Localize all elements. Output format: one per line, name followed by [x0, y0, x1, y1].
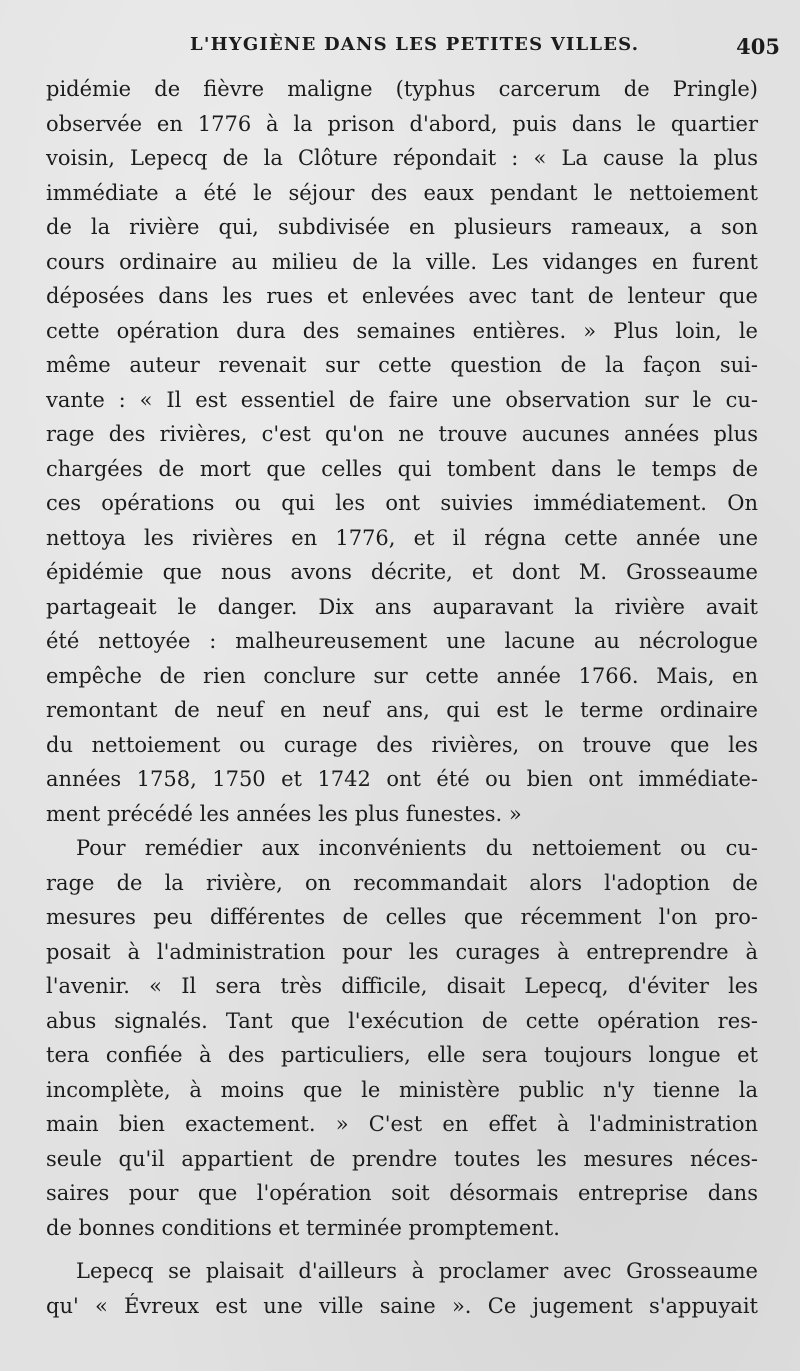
text-line: Pour remédier aux inconvénients du nettoiement ou cu-: [76, 836, 758, 860]
text-line: rage des rivières, c'est qu'on ne trouve aucunes années plus: [46, 422, 758, 446]
running-head: [0, 34, 800, 64]
running-title: L'HYGIÈNE DANS LES PETITES VILLES.: [190, 34, 640, 55]
text-line: seule qu'il appartient de prendre toutes les mesures néces-: [46, 1146, 758, 1171]
text-line: de la rivière qui, subdivisée en plusieurs rameaux, a son: [46, 215, 758, 239]
text-line: nettoya les rivières en 1776, et il régna cette année une: [46, 525, 758, 550]
text-line: du nettoiement ou curage des rivières, on trouve que les: [46, 732, 758, 757]
text-line: déposées dans les rues et enlevées avec tant de lenteur que: [46, 284, 758, 308]
paragraph-2: [46, 831, 758, 1245]
paragraph-spacing: [46, 1245, 758, 1254]
text-line: années 1758, 1750 et 1742 ont été ou bien ont immédiate-: [46, 767, 758, 791]
paragraph-1: [46, 72, 758, 831]
body-text: [46, 72, 758, 1323]
text-line: qu' « Évreux est une ville saine ». Ce jugement s'appuyait: [46, 1293, 758, 1318]
text-line: Lepecq se plaisait d'ailleurs à proclamer avec Grosseaume: [76, 1259, 758, 1283]
text-line: vante : « Il est essentiel de faire une observation sur le cu-: [46, 387, 758, 412]
text-line: même auteur revenait sur cette question de la façon sui-: [46, 353, 758, 377]
text-line: l'avenir. « Il sera très difficile, disait Lepecq, d'éviter les: [46, 974, 758, 998]
text-line: chargées de mort que celles qui tombent dans le temps de: [46, 456, 758, 481]
text-line: ces opérations ou qui les ont suivies immédiatement. On: [46, 491, 758, 515]
text-line: de bonnes conditions et terminée promptement.: [46, 1215, 560, 1240]
text-line: cours ordinaire au milieu de la ville. Les vidanges en furent: [46, 249, 758, 274]
text-line: été nettoyée : malheureusement une lacune au nécrologue: [46, 629, 758, 653]
text-line: voisin, Lepecq de la Clôture répondait : « La cause la plus: [46, 146, 758, 170]
text-line: incomplète, à moins que le ministère public n'y tienne la: [46, 1077, 758, 1102]
text-line: partageait le danger. Dix ans auparavant la rivière avait: [46, 594, 758, 619]
text-line: immédiate a été le séjour des eaux pendant le nettoiement: [46, 180, 758, 205]
page-number: 405: [736, 34, 780, 59]
text-line: ment précédé les années les plus funestes. »: [46, 801, 522, 826]
text-line: main bien exactement. » C'est en effet à l'administration: [46, 1112, 758, 1136]
text-line: posait à l'administration pour les curages à entreprendre à: [46, 939, 758, 964]
text-line: cette opération dura des semaines entières. » Plus loin, le: [46, 318, 758, 343]
text-line: rage de la rivière, on recommandait alors l'adoption de: [46, 870, 758, 895]
text-line: empêche de rien conclure sur cette année 1766. Mais, en: [46, 663, 758, 688]
text-line: observée en 1776 à la prison d'abord, puis dans le quartier: [46, 111, 758, 136]
paragraph-3: [46, 1254, 758, 1323]
text-line: épidémie que nous avons décrite, et dont M. Grosseaume: [46, 560, 758, 584]
text-line: saires pour que l'opération soit désormais entreprise dans: [46, 1181, 758, 1205]
text-line: tera confiée à des particuliers, elle sera toujours longue et: [46, 1043, 758, 1067]
text-line: remontant de neuf en neuf ans, qui est le terme ordinaire: [46, 698, 758, 722]
text-line: mesures peu différentes de celles que récemment l'on pro-: [46, 905, 758, 929]
text-line: abus signalés. Tant que l'exécution de cette opération res-: [46, 1008, 758, 1033]
text-line: pidémie de fièvre maligne (typhus carcerum de Pringle): [46, 77, 758, 101]
